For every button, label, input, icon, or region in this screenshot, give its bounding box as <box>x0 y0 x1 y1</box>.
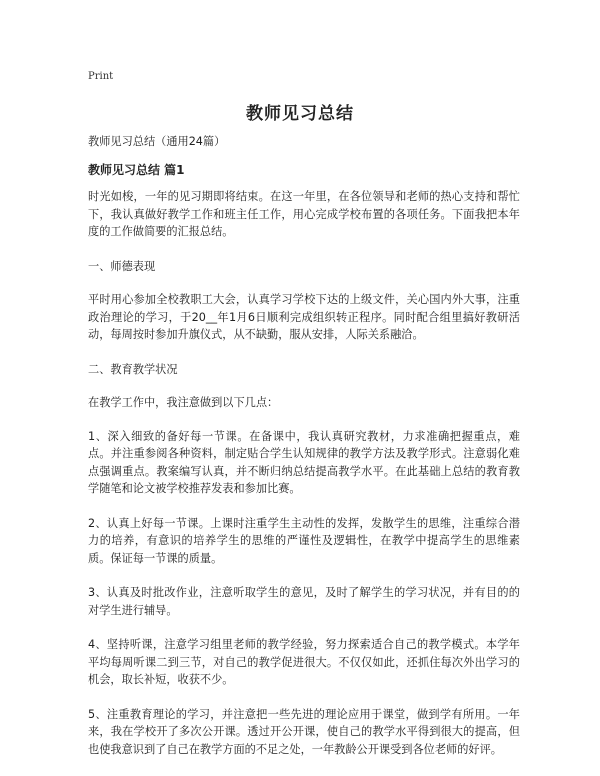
heading-ethics: 一、师德表现 <box>88 259 156 273</box>
paragraph-item-1: 1、深入细致的备好每一节课。在备课中，我认真研究教材，力求准确把握重点，难点。并注重参阅各种资料，制定贴合学生认知规律的教学方法及教学形式。注意弱化难点强调重点。教案编写认真，并不断归纳总结提高教学水平。在此基础上总结的教育教学随笔和论文被学校推荐发表和参加比赛。 <box>88 429 520 495</box>
document-title: 教师见习总结 <box>246 104 354 124</box>
paragraph-item-5: 5、注重教育理论的学习，并注意把一些先进的理论应用于课堂，做到学有所用。一年来，我在学校开了多次公开课。透过开公开课，使自己的教学水平得到很大的提高，但也使我意识到了自己在教学方面的不足之处，一年教龄公开课受到各位老师的好评。 <box>88 707 520 756</box>
document-subtitle: 教师见习总结（通用24篇） <box>88 135 226 148</box>
heading-teaching: 二、教育教学状况 <box>88 362 178 376</box>
print-label: Print <box>88 71 114 82</box>
paragraph-item-2: 2、认真上好每一节课。上课时注重学生主动性的发挥，发散学生的思维，注重综合潜力的培养，有意识的培养学生的思维的严谨性及逻辑性，在教学中提高学生的思维素质。保证每一节课的质量。 <box>88 516 520 565</box>
paragraph-ethics: 平时用心参加全校教职工大会，认真学习学校下达的上级文件，关心国内外大事，注重政治理论的学习，于20__年1月6日顺利完成组织转正程序。同时配合组里搞好教研活动，每周按时参加升旗仪式，从不缺勤，服从安排，人际关系融洽。 <box>88 293 520 341</box>
paragraph-intro: 时光如梭，一年的见习期即将结束。在这一年里，在各位领导和老师的热心支持和帮忙下，我认真做好教学工作和班主任工作，用心完成学校布置的各项任务。下面我把本年度的工作做简要的汇报总结。 <box>88 190 520 238</box>
section-title: 教师见习总结 篇1 <box>88 162 185 177</box>
paragraph-item-4: 4、坚持听课，注意学习组里老师的教学经验，努力探索适合自己的教学模式。本学年平均每周听课二到三节，对自己的教学促进很大。不仅仅如此，还抓住每次外出学习的机会，取长补短，收获不少。 <box>88 638 520 686</box>
paragraph-item-3: 3、认真及时批改作业，注意听取学生的意见，及时了解学生的学习状况，并有目的的对学生进行辅导。 <box>88 586 520 617</box>
document-body <box>88 133 520 775</box>
paragraph-teaching-intro: 在教学工作中，我注意做到以下几点： <box>88 396 279 409</box>
